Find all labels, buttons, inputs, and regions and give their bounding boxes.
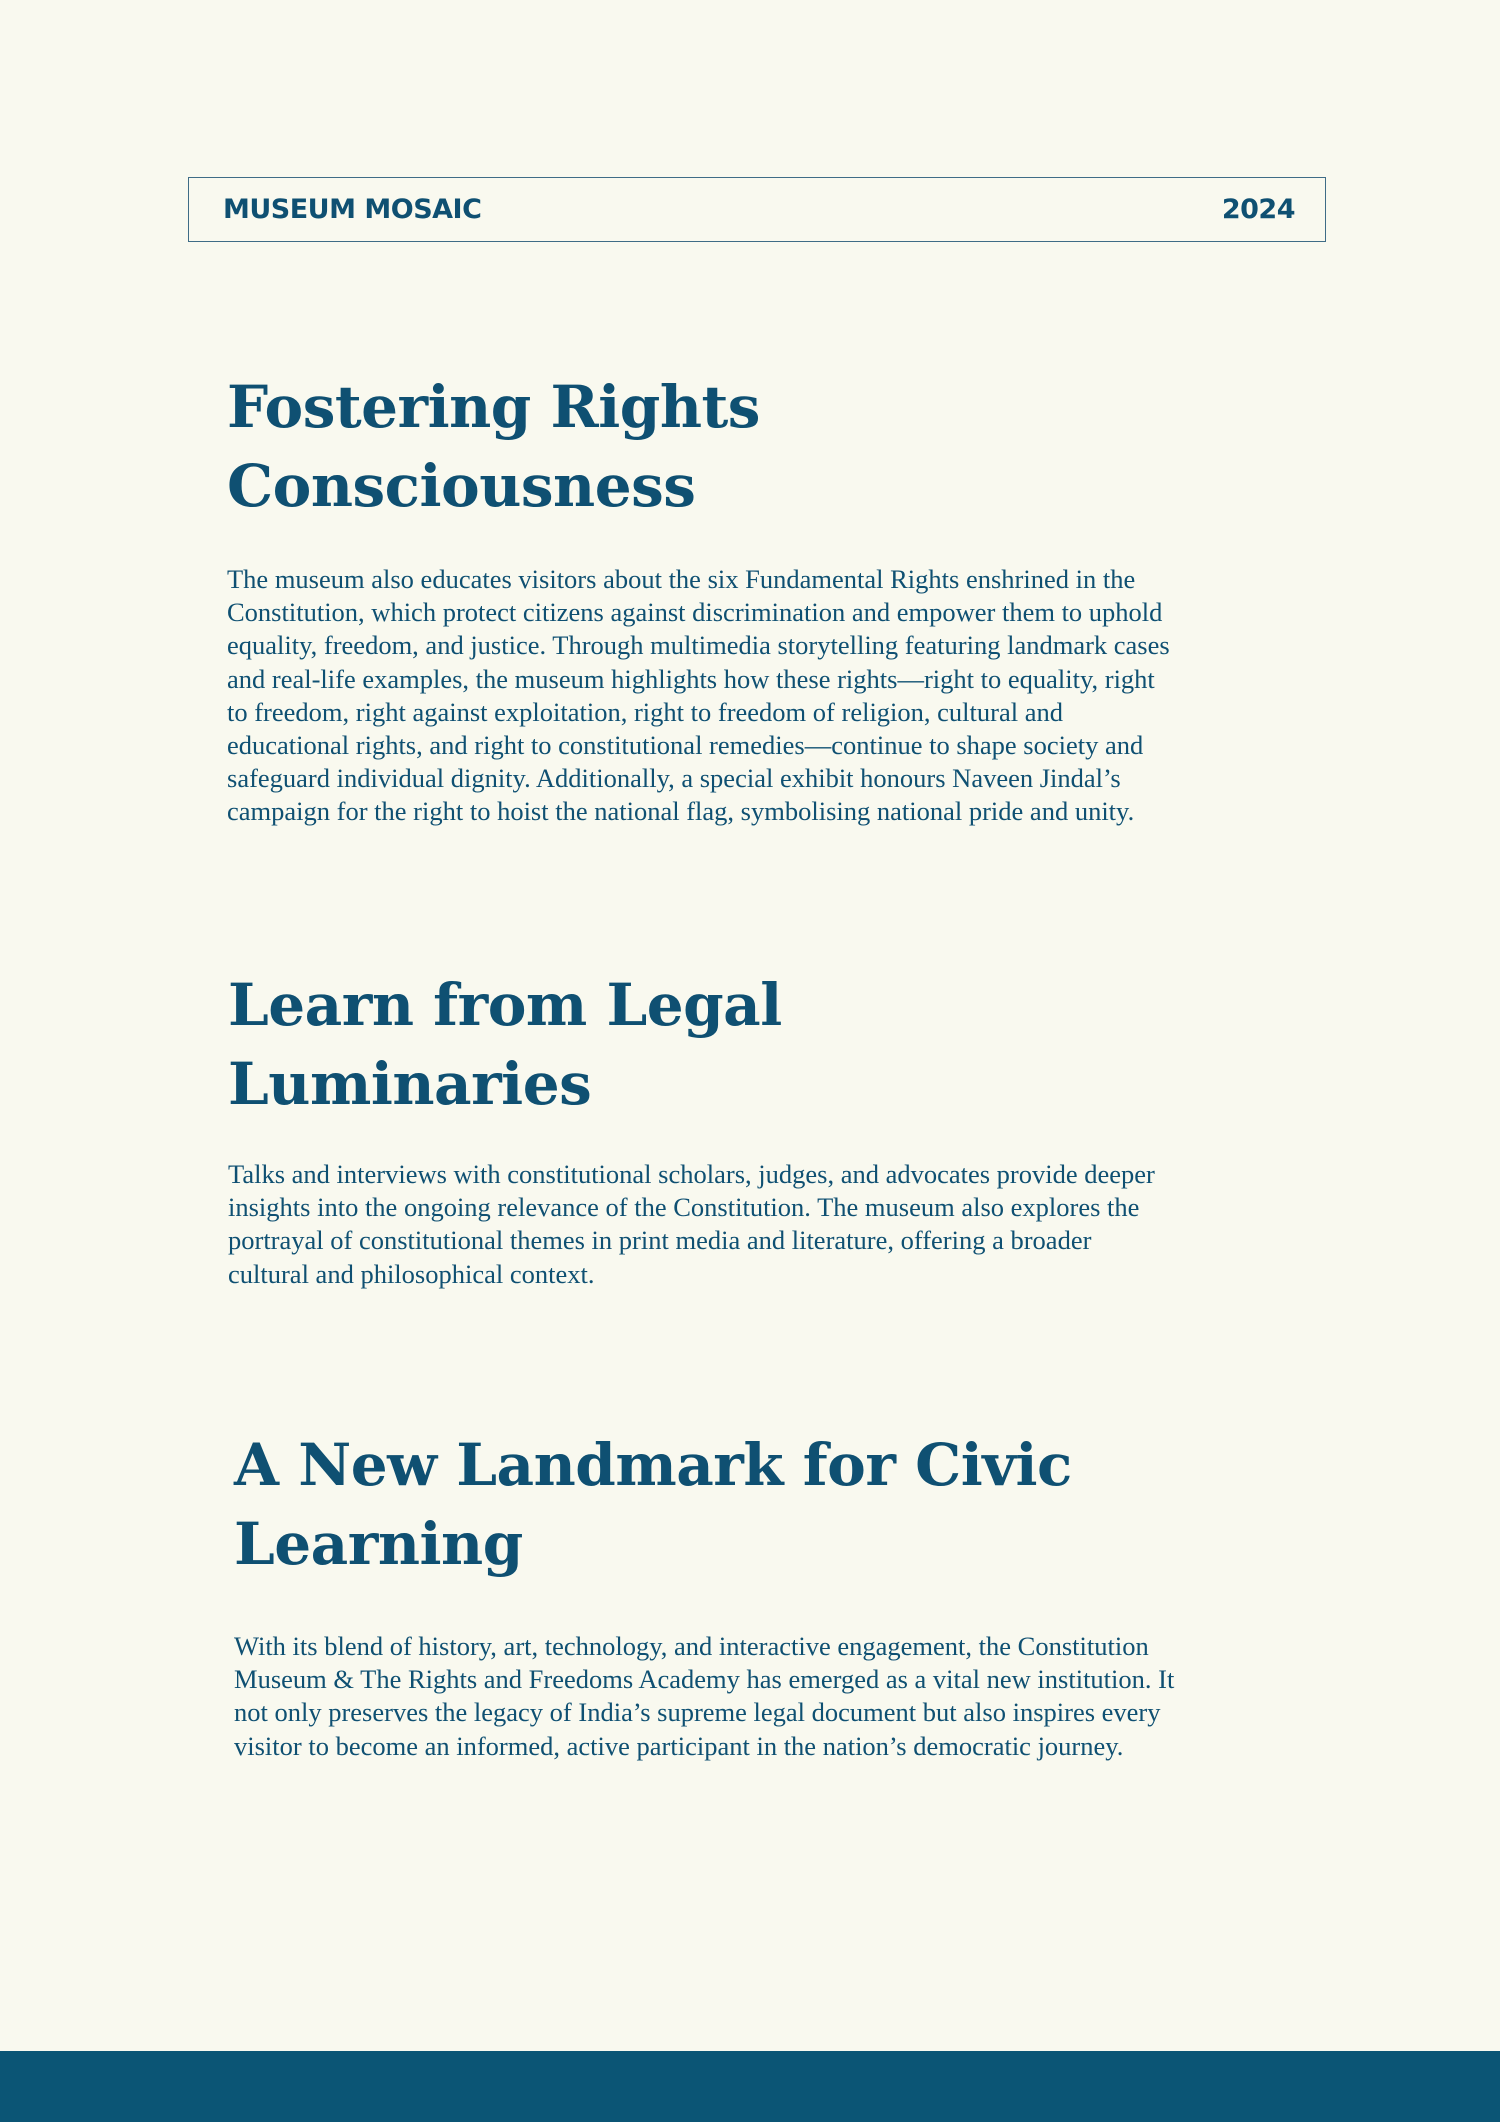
heading-line: Learn from Legal xyxy=(228,971,782,1039)
brand-title: MUSEUM MOSAIC xyxy=(223,194,482,225)
header-banner xyxy=(188,177,1326,242)
section-body: The museum also educates visitors about the six Fundamental Rights enshrined in the Constitution, which protect citizens against discrimination and empower them to uphold equality, freedom, and justice. Through multimedia storytelling featuring landmark cases and real-life examples, the museum highlights how these rights—right to equality, right to freedom, right against exploitation, right to freedom of religion, cultural and educational rights, and right to constitutional remedies—continue to shape society and safeguard individual dignity. Additionally, a special exhibit honours Naveen Jindal’s campaign for the right to hoist the national flag, symbolising national pride and unity. xyxy=(227,564,1170,827)
heading-line: A New Landmark for Civic xyxy=(234,1431,1072,1499)
section-fostering-rights xyxy=(227,368,1177,829)
section-civic-learning xyxy=(234,1426,1184,1763)
issue-year: 2024 xyxy=(1221,194,1295,225)
heading-line: Learning xyxy=(234,1510,523,1578)
section-body: Talks and interviews with constitutional scholars, judges, and advocates provide deeper insights into the ongoing relevance of the Constitution. The museum also explores the portrayal of constitutional themes in print media and literature, offering a broader cultural and philosophical context. xyxy=(228,1159,1155,1289)
section-heading xyxy=(234,1426,1184,1584)
section-heading xyxy=(227,368,1177,526)
section-legal-luminaries xyxy=(228,966,1178,1291)
heading-line: Consciousness xyxy=(227,452,696,520)
section-heading xyxy=(228,966,1178,1124)
heading-line: Fostering Rights xyxy=(227,373,760,441)
section-body: With its blend of history, art, technology, and interactive engagement, the Constitution Museum & The Rights and Freedoms Academy has emerged as a vital new institution. It not only preserves the legacy of India’s supreme legal document but also inspires every visitor to become an informed, active participant in the nation’s democratic journey. xyxy=(234,1631,1175,1761)
heading-line: Luminaries xyxy=(228,1050,592,1118)
footer-bar xyxy=(0,2051,1500,2122)
